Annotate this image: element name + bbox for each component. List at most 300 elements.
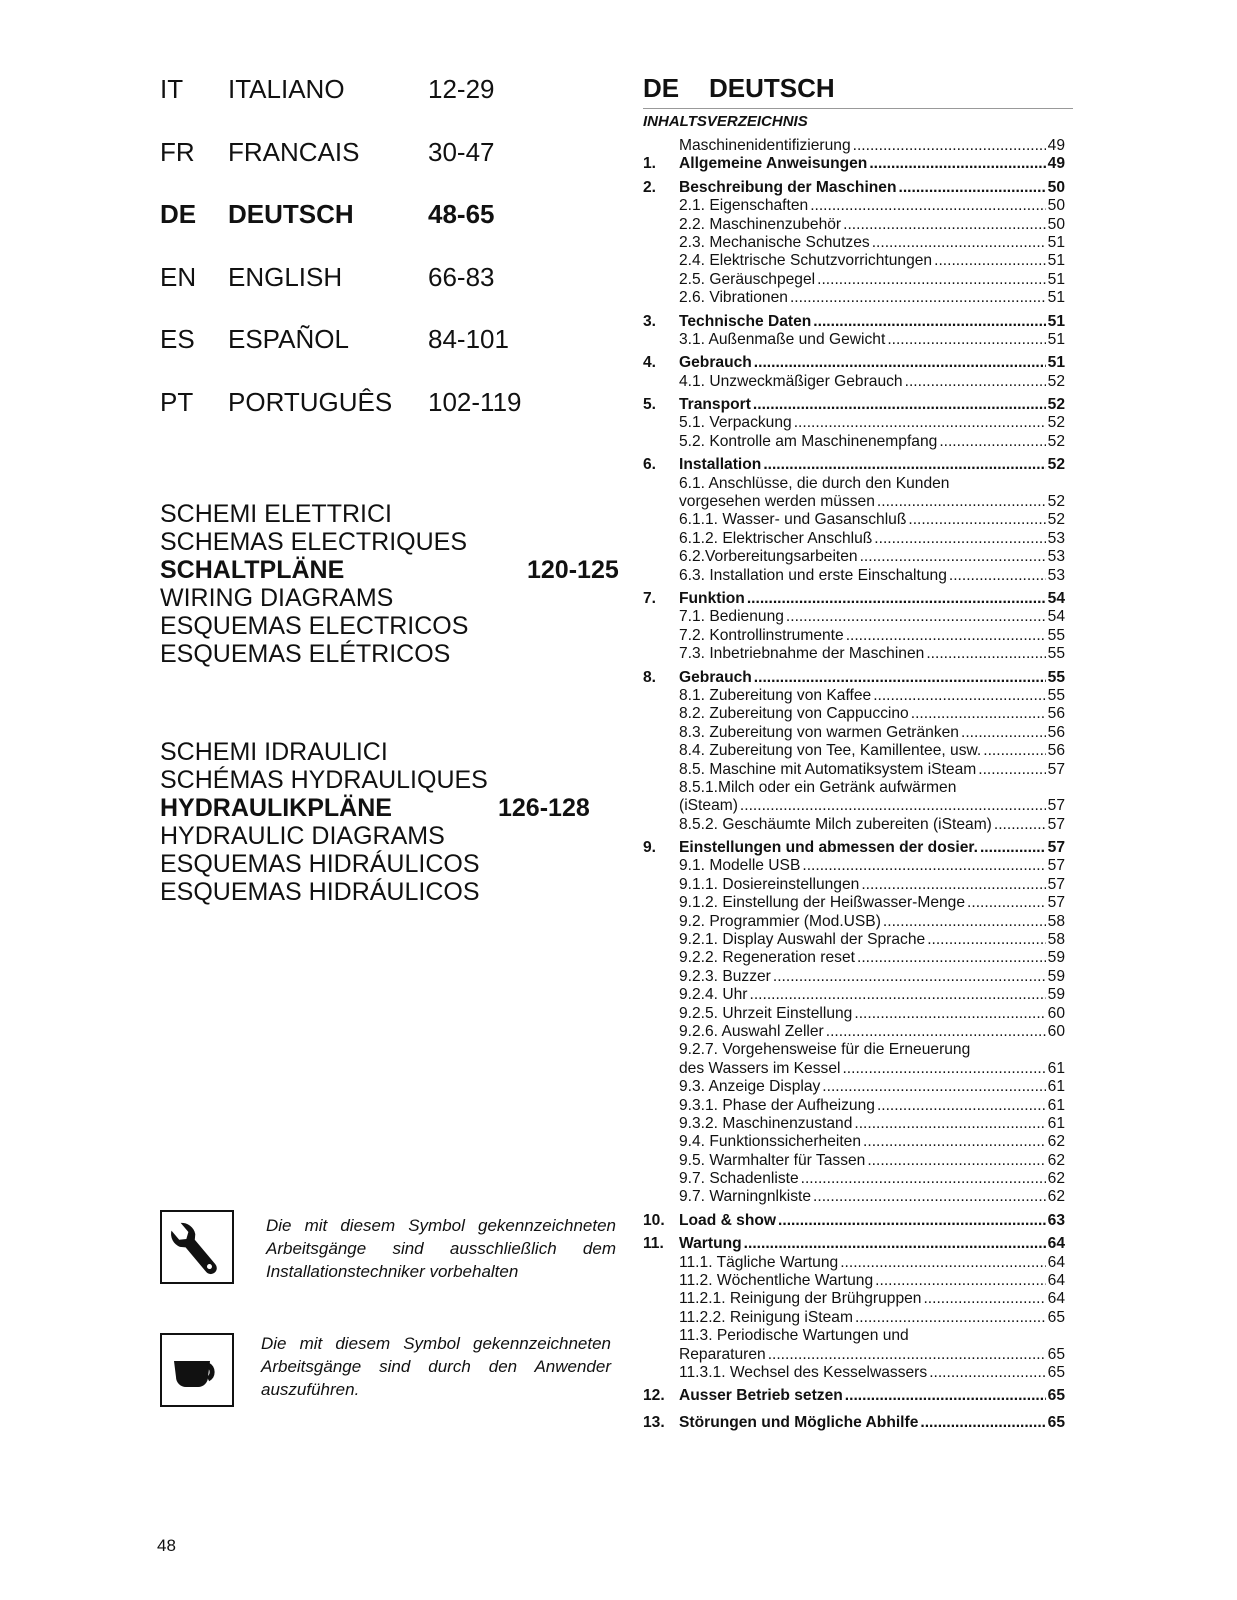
toc-entry-title: 9.1.1. Dosiereinstellungen: [679, 875, 860, 893]
toc-dot-leader: [810, 197, 1045, 215]
toc-entry: [643, 761, 1065, 779]
toc-entry: [643, 475, 1065, 493]
toc-entry-title: 9.4. Funktionssicherheiten: [679, 1133, 862, 1151]
toc-entry-page: 64: [1047, 1253, 1065, 1271]
toc-entry-body: [679, 1005, 1065, 1023]
toc-dot-leader: [802, 857, 1045, 875]
language-name: ITALIANO: [228, 74, 345, 104]
toc-chapter-entry: [643, 1414, 1065, 1432]
toc-entry: [643, 234, 1065, 252]
toc-entry-body: [679, 1235, 1065, 1253]
toc-dot-leader: [967, 894, 1046, 912]
toc-entry: [643, 548, 1065, 566]
toc-entry: [643, 567, 1065, 585]
toc-entry: [643, 913, 1065, 931]
toc-dot-leader: [860, 548, 1046, 566]
wrench-symbol-box: [160, 1210, 234, 1284]
toc-entry-title: 2.5. Geräuschpegel: [679, 270, 816, 288]
toc-entry: [643, 1152, 1065, 1170]
toc-entry-page: 52: [1047, 414, 1065, 432]
toc-chapter-entry: [643, 456, 1065, 474]
toc-entry-title: 9.2.7. Vorgehensweise für die Erneuerung: [679, 1041, 971, 1059]
toc-entry-body: [679, 331, 1065, 349]
toc-entry-body: [679, 669, 1065, 687]
toc-entry-title: 5.1. Verpackung: [679, 414, 792, 432]
toc-entry: [643, 1309, 1065, 1327]
toc-dot-leader: [753, 396, 1046, 414]
hydraulic-line-es: ESQUEMAS HIDRÁULICOS: [160, 850, 480, 878]
toc-entry: [643, 968, 1065, 986]
toc-entry-body: [679, 1060, 1065, 1078]
language-pages: 12-29: [428, 74, 495, 104]
toc-entry-title: 9.5. Warmhalter für Tassen: [679, 1151, 866, 1169]
toc-entry-page: 60: [1047, 1022, 1065, 1040]
toc-dot-leader: [747, 590, 1046, 608]
toc-entry-page: 59: [1047, 949, 1065, 967]
toc-entry-title: 9.3.1. Phase der Aufheizung: [679, 1096, 875, 1114]
toc-entry: [643, 511, 1065, 529]
language-pages: 84-101: [428, 324, 509, 354]
toc-dot-leader: [840, 1254, 1045, 1272]
toc-entry-body: [679, 1414, 1065, 1432]
toc-entry-title: Maschinenidentifizierung: [679, 137, 851, 154]
toc-entry-title: 9.2.5. Uhrzeit Einstellung: [679, 1004, 853, 1022]
wrench-icon: [162, 1212, 232, 1282]
toc-entry-body: [679, 1115, 1065, 1133]
wiring-pages: 120-125: [527, 556, 619, 584]
language-pages: 48-65: [428, 199, 495, 229]
toc-entry-number: 10.: [643, 1211, 665, 1229]
toc-entry-body: [679, 797, 1065, 815]
toc-chapter-entry: [643, 179, 1065, 197]
toc-entry-title: Wartung: [679, 1235, 742, 1253]
toc-entry-page: 58: [1047, 931, 1065, 949]
toc-entry-title: 9.7. Schadenliste: [679, 1170, 799, 1188]
toc-entry-page: 55: [1047, 686, 1065, 704]
toc-entry-title: Transport: [679, 396, 751, 414]
toc-entry-body: [679, 1041, 1065, 1059]
toc-entry-body: [679, 493, 1065, 511]
toc-dot-leader: [763, 456, 1045, 474]
toc-entry-title: 2.6. Vibrationen: [679, 289, 788, 307]
toc-dot-leader: [872, 234, 1046, 252]
toc-entry-title: 8.3. Zubereitung von warmen Getränken: [679, 723, 959, 741]
toc-entry-body: [679, 1097, 1065, 1115]
toc-dot-leader: [863, 1133, 1046, 1151]
toc-entry-page: 49: [1047, 155, 1065, 173]
language-name: ENGLISH: [228, 262, 343, 292]
language-code: PT: [160, 387, 194, 417]
toc-entry-title: 7.1. Bedienung: [679, 608, 784, 626]
toc-entry-body: [679, 373, 1065, 391]
hydraulic-line-pt: ESQUEMAS HIDRÁULICOS: [160, 878, 480, 906]
toc-dot-leader: [854, 1115, 1045, 1133]
toc-entry-title: 9.2.4. Uhr: [679, 986, 748, 1004]
toc-entry-page: 53: [1047, 548, 1065, 566]
toc-entry-body: [679, 354, 1065, 372]
toc-entry-body: [679, 530, 1065, 548]
toc-entry-body: [679, 779, 1065, 797]
toc-entry-title: 11.3. Periodische Wartungen und: [679, 1327, 909, 1345]
toc-entry-title: 7.3. Inbetriebnahme der Maschinen: [679, 645, 925, 663]
toc-entry: [643, 724, 1065, 742]
toc-entry: [643, 331, 1065, 349]
toc-entry-page: 57: [1047, 760, 1065, 778]
toc-entry-page: 55: [1047, 645, 1065, 663]
language-row-de: [160, 198, 600, 230]
language-row-es: [160, 323, 600, 355]
toc-entry-page: 65: [1047, 1345, 1065, 1363]
toc-entry-title: 11.2.1. Reinigung der Brühgruppen: [679, 1290, 922, 1308]
toc-dot-leader: [813, 313, 1045, 331]
toc-entry-page: 65: [1047, 1387, 1065, 1405]
wiring-line-fr: SCHEMAS ELECTRIQUES: [160, 528, 468, 556]
toc-entry-body: [679, 234, 1065, 252]
toc-entry: [643, 627, 1065, 645]
toc-entry-body: [679, 548, 1065, 566]
toc-entry-body: [679, 1188, 1065, 1206]
toc-entry-body: [679, 857, 1065, 875]
toc-entry-page: 51: [1047, 312, 1065, 330]
toc-entry-title: 2.3. Mechanische Schutzes: [679, 233, 870, 251]
toc-entry-page: 64: [1047, 1290, 1065, 1308]
toc-entry-title: Installation: [679, 456, 762, 474]
toc-entry-title: 9.7. Warningnlkiste: [679, 1188, 812, 1206]
toc-entry-body: [679, 289, 1065, 307]
toc-entry-title: 9.1.2. Einstellung der Heißwasser-Menge: [679, 894, 966, 912]
toc-entry-page: 61: [1047, 1114, 1065, 1132]
toc-entry-page: 51: [1047, 330, 1065, 348]
toc-entry-page: 51: [1047, 289, 1065, 307]
toc-dot-leader: [875, 1272, 1045, 1290]
toc-entry-number: 12.: [643, 1387, 665, 1405]
toc-entry-title: 11.1. Tägliche Wartung: [679, 1253, 839, 1271]
toc-entry: [643, 742, 1065, 760]
toc-entry-body: [679, 1290, 1065, 1308]
toc-entry-page: 52: [1047, 456, 1065, 474]
toc-entry-number: 8.: [643, 668, 657, 686]
toc-dot-leader: [778, 1212, 1046, 1230]
toc-dot-leader: [855, 1309, 1046, 1327]
toc-entry: [643, 252, 1065, 270]
toc-entry-title: 4.1. Unzweckmäßiger Gebrauch: [679, 372, 903, 390]
toc-entry-body: [679, 949, 1065, 967]
toc-language-name: DEUTSCH: [709, 73, 835, 103]
toc-entry-page: 56: [1047, 742, 1065, 760]
toc-entry: [643, 1060, 1065, 1078]
toc-dot-leader: [846, 627, 1046, 645]
toc-entry-body: [679, 567, 1065, 585]
toc-entry-number: 1.: [643, 155, 657, 173]
toc-entry-page: 51: [1047, 354, 1065, 372]
toc-entry-title: Funktion: [679, 589, 745, 607]
toc-dot-leader: [768, 1346, 1046, 1364]
toc-chapter-entry: [643, 1387, 1065, 1405]
toc-dot-leader: [994, 816, 1046, 834]
language-row-fr: [160, 136, 600, 168]
toc-entry-page: 52: [1047, 432, 1065, 450]
toc-entry-page: 49: [1047, 137, 1065, 154]
toc-divider: [643, 108, 1073, 109]
hydraulic-pages: 126-128: [498, 794, 590, 822]
toc-dot-leader: [877, 493, 1046, 511]
toc-entry-body: [679, 433, 1065, 451]
toc-entry-body: [679, 1327, 1065, 1345]
toc-entry-title: 8.5.2. Geschäumte Milch zubereiten (iSteam): [679, 815, 992, 833]
toc-entry: [643, 1133, 1065, 1151]
toc-dot-leader: [845, 1387, 1046, 1405]
toc-entry-body: [679, 1364, 1065, 1382]
toc-chapter-entry: [643, 669, 1065, 687]
toc-dot-leader: [843, 216, 1046, 234]
toc-entry-title: 11.2.2. Reinigung iSteam: [679, 1308, 853, 1326]
toc-entry-title: Allgemeine Anweisungen: [679, 155, 868, 173]
language-row-pt: [160, 386, 600, 418]
toc-entry-title: Gebrauch: [679, 354, 752, 372]
toc-dot-leader: [877, 1097, 1046, 1115]
toc-dot-leader: [923, 1290, 1045, 1308]
toc-dot-leader: [939, 433, 1045, 451]
toc-entry-body: [679, 1346, 1065, 1364]
toc-entry-page: 51: [1047, 233, 1065, 251]
toc-entry: [643, 1188, 1065, 1206]
toc-entry: [643, 1346, 1065, 1364]
toc-entry-page: 56: [1047, 705, 1065, 723]
toc-entry-page: 60: [1047, 1004, 1065, 1022]
hydraulic-line-en: HYDRAULIC DIAGRAMS: [160, 822, 445, 850]
toc-entry: [643, 414, 1065, 432]
wiring-line-es: ESQUEMAS ELECTRICOS: [160, 612, 469, 640]
toc-entry-title: vorgesehen werden müssen: [679, 493, 875, 511]
toc-dot-leader: [773, 968, 1046, 986]
toc-entry-page: 57: [1047, 815, 1065, 833]
toc-dot-leader: [887, 331, 1045, 349]
toc-entry-body: [679, 1133, 1065, 1151]
hydraulic-diagrams-block: [160, 738, 630, 906]
language-pages: 66-83: [428, 262, 495, 292]
toc-entry-body: [679, 137, 1065, 155]
toc-entry-page: 65: [1047, 1364, 1065, 1381]
toc-dot-leader: [740, 797, 1046, 815]
toc-entry-page: 52: [1047, 511, 1065, 529]
language-code: EN: [160, 262, 197, 292]
toc-entry: [643, 373, 1065, 391]
toc-entry-body: [679, 687, 1065, 705]
toc-entry: [643, 530, 1065, 548]
toc-dot-leader: [873, 687, 1045, 705]
toc-entry-page: 57: [1047, 894, 1065, 912]
wiring-title-de: SCHALTPLÄNE: [160, 556, 345, 584]
wiring-line-pt: ESQUEMAS ELÉTRICOS: [160, 640, 451, 668]
toc-entry-page: 50: [1047, 197, 1065, 215]
toc-dot-leader: [983, 742, 1045, 760]
toc-entry: [643, 986, 1065, 1004]
toc-entry-body: [679, 968, 1065, 986]
toc-dot-leader: [920, 1414, 1045, 1432]
toc-entry-body: [679, 197, 1065, 215]
toc-dot-leader: [929, 1364, 1045, 1382]
toc-entry-body: [679, 1078, 1065, 1096]
toc-entry-page: 55: [1047, 668, 1065, 686]
language-row-en: [160, 261, 600, 293]
toc-entry-body: [679, 724, 1065, 742]
toc-entry: [643, 216, 1065, 234]
toc-entry-page: 62: [1047, 1151, 1065, 1169]
language-name: DEUTSCH: [228, 199, 354, 229]
toc-dot-leader: [861, 876, 1045, 894]
toc-entry-body: [679, 894, 1065, 912]
toc-dot-leader: [961, 724, 1046, 742]
toc-entry-page: 55: [1047, 626, 1065, 644]
toc-entry-page: 52: [1047, 396, 1065, 414]
toc-entry-body: [679, 414, 1065, 432]
toc-chapter-entry: [643, 590, 1065, 608]
toc-entry-title: Technische Daten: [679, 312, 812, 330]
toc-entry-body: [679, 705, 1065, 723]
toc-entry-page: 56: [1047, 723, 1065, 741]
toc-entry: [643, 608, 1065, 626]
cup-icon: [162, 1335, 232, 1405]
toc-entry-body: [679, 396, 1065, 414]
page-number: 48: [157, 1536, 176, 1555]
toc-dot-leader: [867, 1152, 1045, 1170]
toc-entry-page: 65: [1047, 1413, 1065, 1431]
toc-entry: [643, 493, 1065, 511]
toc-entry-number: 9.: [643, 839, 657, 857]
language-row-it: [160, 73, 600, 105]
toc-dot-leader: [842, 1060, 1045, 1078]
toc-entry-title: 9.2.3. Buzzer: [679, 967, 771, 985]
toc-entry-page: 59: [1047, 967, 1065, 985]
toc-entry: [643, 1097, 1065, 1115]
toc-entry: [643, 1115, 1065, 1133]
toc-entry: [643, 797, 1065, 815]
cup-symbol-text: Die mit diesem Symbol gekennzeichneten Arbeitsgänge sind durch den Anwender auszuführen.: [261, 1334, 611, 1399]
toc-entry-body: [679, 645, 1065, 663]
toc-entry-number: 6.: [643, 456, 657, 474]
toc-entry-number: 4.: [643, 354, 657, 372]
wiring-line-en: WIRING DIAGRAMS: [160, 584, 394, 612]
toc-entry: [643, 645, 1065, 663]
toc-entry: [643, 1254, 1065, 1272]
toc-entry-page: 50: [1047, 215, 1065, 233]
toc-entry-body: [679, 456, 1065, 474]
toc-entry-title: 11.2. Wöchentliche Wartung: [679, 1272, 874, 1290]
toc-entry-page: 62: [1047, 1133, 1065, 1151]
toc-entry-title: 3.1. Außenmaße und Gewicht: [679, 330, 886, 348]
toc-entry-page: 50: [1047, 178, 1065, 196]
toc-dot-leader: [927, 931, 1045, 949]
hydraulic-line-fr: SCHÉMAS HYDRAULIQUES: [160, 766, 488, 794]
toc-entry-body: [679, 1254, 1065, 1272]
toc-entry: [643, 894, 1065, 912]
toc-entry: [643, 779, 1065, 797]
toc-dot-leader: [790, 289, 1046, 307]
toc-entry-title: 8.2. Zubereitung von Cappuccino: [679, 705, 909, 723]
toc-entry-page: 61: [1047, 1096, 1065, 1114]
toc-entry-body: [679, 252, 1065, 270]
hydraulic-title-de: HYDRAULIKPLÄNE: [160, 794, 392, 822]
toc-entry-body: [679, 1387, 1065, 1405]
language-name: ESPAÑOL: [228, 324, 349, 354]
toc-entry-number: 5.: [643, 396, 657, 414]
table-of-contents: [643, 137, 1065, 1432]
toc-entry: [643, 1078, 1065, 1096]
toc-dot-leader: [869, 155, 1045, 173]
toc-dot-leader: [874, 530, 1045, 548]
toc-entry-title: 8.4. Zubereitung von Tee, Kamillentee, usw.: [679, 742, 982, 760]
toc-entry: [643, 433, 1065, 451]
wiring-line-it: SCHEMI ELETTRICI: [160, 500, 392, 528]
toc-entry-page: 61: [1047, 1059, 1065, 1077]
toc-dot-leader: [883, 913, 1046, 931]
toc-entry-number: 11.: [643, 1235, 664, 1253]
toc-entry-body: [679, 313, 1065, 331]
toc-entry-page: 63: [1047, 1211, 1065, 1229]
toc-entry: [643, 687, 1065, 705]
toc-entry: [643, 1041, 1065, 1059]
toc-entry-title: 2.4. Elektrische Schutzvorrichtungen: [679, 252, 933, 270]
toc-entry-body: [679, 155, 1065, 173]
toc-chapter-entry: [643, 396, 1065, 414]
toc-dot-leader: [749, 986, 1045, 1004]
toc-heading: INHALTSVERZEICHNIS: [643, 113, 808, 130]
toc-chapter-entry: [643, 1235, 1065, 1253]
toc-entry-title: 2.2. Maschinenzubehör: [679, 215, 842, 233]
toc-entry-body: [679, 590, 1065, 608]
toc-entry-page: 57: [1047, 875, 1065, 893]
toc-entry-title: 11.3.1. Wechsel des Kesselwassers: [679, 1364, 928, 1381]
toc-dot-leader: [980, 839, 1046, 857]
toc-entry-title: 8.5. Maschine mit Automatiksystem iSteam: [679, 760, 977, 778]
language-pages: 102-119: [428, 387, 522, 417]
toc-entry-page: 65: [1047, 1308, 1065, 1326]
toc-entry: [643, 1290, 1065, 1308]
toc-entry-page: 61: [1047, 1078, 1065, 1096]
toc-entry-title: Gebrauch: [679, 668, 752, 686]
toc-entry-title: 9.1. Modelle USB: [679, 857, 801, 875]
toc-entry-body: [679, 986, 1065, 1004]
language-code: FR: [160, 137, 195, 167]
toc-entry-body: [679, 1212, 1065, 1230]
toc-dot-leader: [754, 669, 1046, 687]
toc-entry-title: 8.5.1.Milch oder ein Getränk aufwärmen: [679, 778, 957, 796]
toc-entry: [643, 197, 1065, 215]
toc-dot-leader: [857, 949, 1046, 967]
toc-entry: [643, 816, 1065, 834]
toc-entry-body: [679, 511, 1065, 529]
toc-entry-number: 3.: [643, 312, 657, 330]
toc-entry-title: 6.1.1. Wasser- und Gasanschluß: [679, 511, 907, 529]
toc-entry-page: 51: [1047, 270, 1065, 288]
toc-dot-leader: [911, 705, 1046, 723]
toc-entry-body: [679, 179, 1065, 197]
toc-entry-title: (iSteam): [679, 797, 738, 815]
toc-dot-leader: [899, 179, 1046, 197]
toc-entry-body: [679, 913, 1065, 931]
toc-entry-page: 52: [1047, 493, 1065, 511]
toc-entry-title: 9.2.1. Display Auswahl der Sprache: [679, 931, 926, 949]
toc-entry-title: 9.2.6. Auswahl Zeller: [679, 1022, 824, 1040]
toc-entry-body: [679, 271, 1065, 289]
toc-chapter-entry: [643, 839, 1065, 857]
hydraulic-line-de: [160, 794, 630, 822]
toc-entry-page: 57: [1047, 839, 1065, 857]
toc-entry-number: 13.: [643, 1413, 665, 1431]
toc-entry: [643, 289, 1065, 307]
toc-entry-body: [679, 931, 1065, 949]
toc-dot-leader: [786, 608, 1046, 626]
